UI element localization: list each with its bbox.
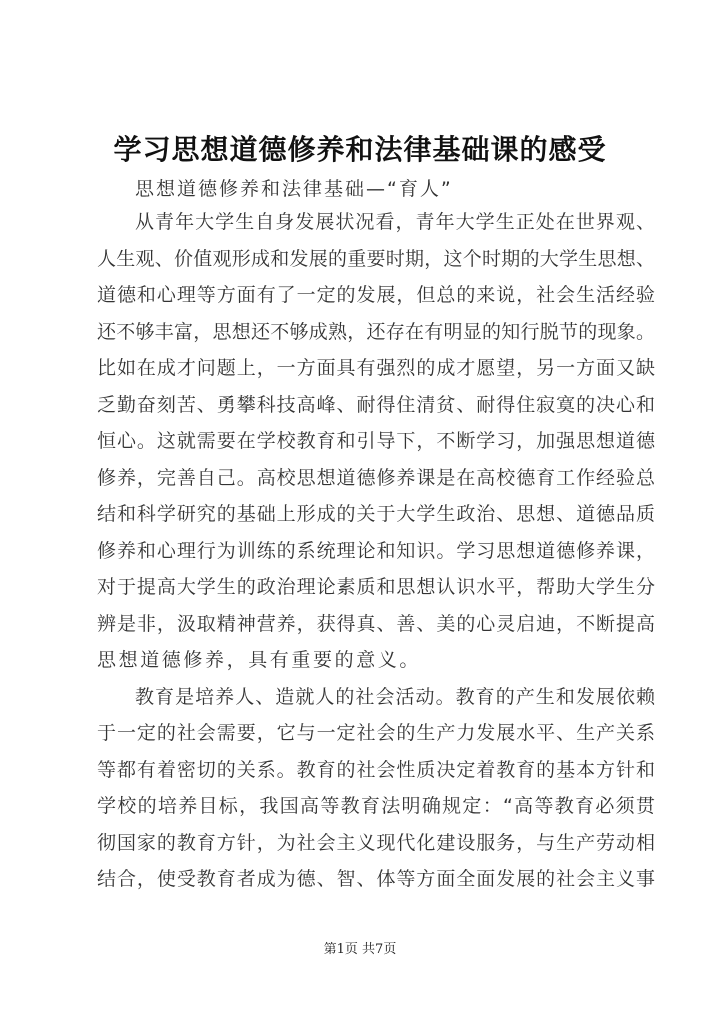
paragraph-line: 教育是培养人、造就人的社会活动。教育的产生和发展依赖 (135, 685, 655, 708)
paragraph-line: 学校的培养目标，我国高等教育法明确规定：“高等教育必须贯 (97, 795, 655, 817)
paragraph-line: 辨是非，汲取精神营养，获得真、善、美的心灵启迪，不断提高 (97, 612, 655, 635)
paragraph-line: 结和科学研究的基础上形成的关于大学生政治、思想、道德品质 (97, 503, 655, 525)
paragraph-line: 恒心。这就需要在学校教育和引导下，不断学习，加强思想道德 (97, 430, 655, 452)
document-body (97, 204, 655, 898)
paragraph-line: 修养，完善自己。高校思想道德修养课是在高校德育工作经验总 (97, 466, 655, 489)
paragraph-line: 还不够丰富，思想还不够成熟，还存在有明显的知行脱节的现象。 (97, 320, 655, 343)
paragraph-line: 修养和心理行为训练的系统理论和知识。学习思想道德修养课， (97, 539, 655, 562)
paragraph-line: 从青年大学生自身发展状况看，青年大学生正处在世界观、 (135, 211, 655, 233)
paragraph-line: 结合，使受教育者成为德、智、体等方面全面发展的社会主义事 (97, 868, 655, 890)
paragraph-line: 等都有着密切的关系。教育的社会性质决定着教育的基本方针和 (97, 758, 655, 781)
paragraph-line: 比如在成才问题上，一方面具有强烈的成才愿望，另一方面又缺 (97, 357, 655, 379)
paragraph-line: 道德和心理等方面有了一定的发展，但总的来说，社会生活经验 (97, 284, 655, 306)
paragraph-line: 人生观、价值观形成和发展的重要时期，这个时期的大学生思想、 (97, 247, 655, 270)
document-title: 学习思想道德修养和法律基础课的感受 (113, 133, 607, 166)
page-footer: 第1页 共7页 (323, 942, 397, 957)
paragraph-line: 思想道德修养，具有重要的意义。 (97, 649, 422, 671)
paragraph-line: 对于提高大学生的政治理论素质和思想认识水平，帮助大学生分 (97, 576, 655, 598)
paragraph-line: 于一定的社会需要，它与一定社会的生产力发展水平、生产关系 (97, 722, 655, 744)
document-subtitle: 思想道德修养和法律基础—“育人” (135, 178, 453, 200)
paragraph-line: 彻国家的教育方针，为社会主义现代化建设服务，与生产劳动相 (97, 831, 655, 854)
paragraph-line: 乏勤奋刻苦、勇攀科技高峰、耐得住清贫、耐得住寂寞的决心和 (97, 393, 655, 416)
